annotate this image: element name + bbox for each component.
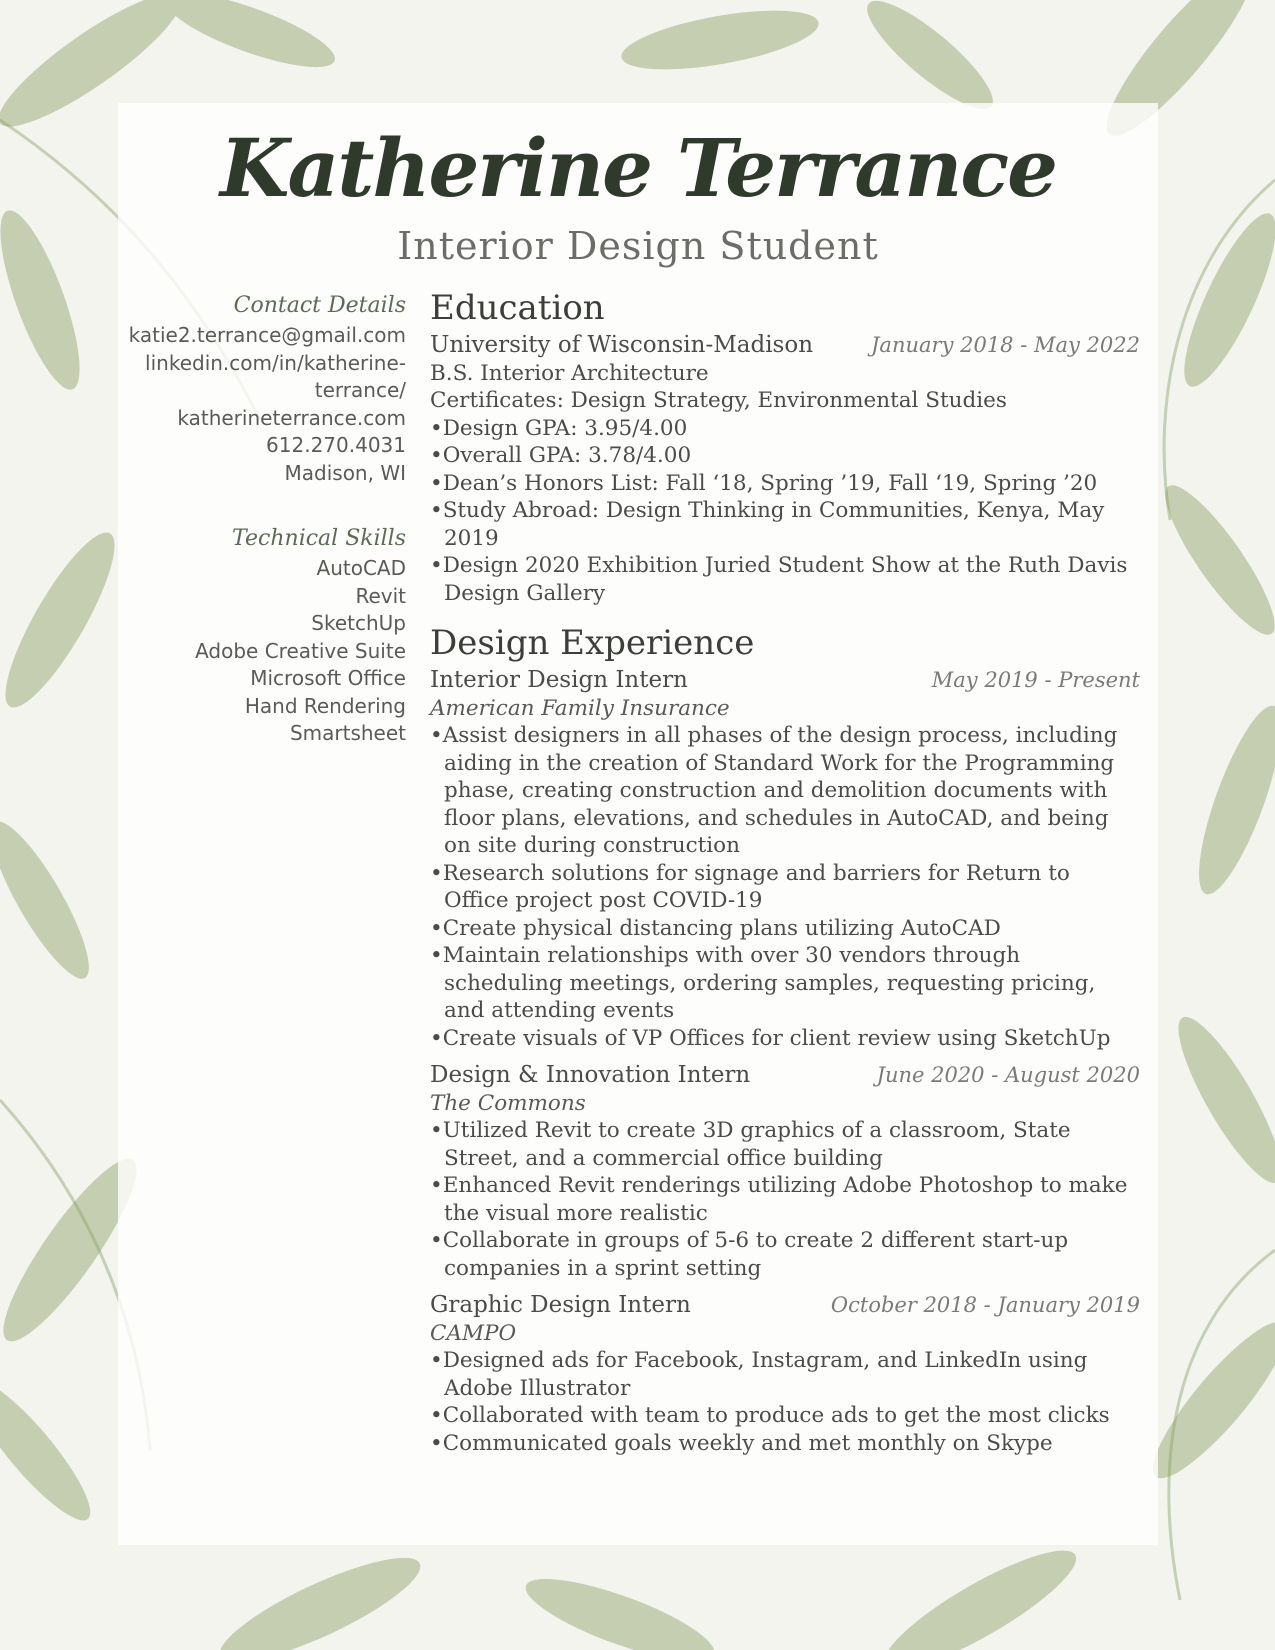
- job-dates: May 2019 - Present: [931, 668, 1140, 692]
- list-item: • Assist designers in all phases of the design process, including aiding in the creation of Standard Work for the Programming phase, creating construction and demolition documents with floor plans, elevations, and schedules in AutoCAD, and being on site during construction: [430, 722, 1140, 860]
- contact-location: Madison, WI: [284, 460, 406, 485]
- list-item: • Maintain relationships with over 30 vendors through scheduling meetings, ordering samples, requesting pricing, and attending events: [430, 942, 1140, 1025]
- education-row: [430, 332, 1140, 360]
- skill-item: AutoCAD: [316, 556, 406, 580]
- contact-phone: 612.270.4031: [266, 433, 406, 457]
- job-organization: American Family Insurance: [430, 695, 730, 721]
- list-item: • Collaborate in groups of 5-6 to create 2 different start-up companies in a sprint setting: [430, 1227, 1140, 1282]
- skill-item: Smartsheet: [289, 721, 406, 745]
- list-item: • Create physical distancing plans utilizing AutoCAD: [430, 915, 1140, 943]
- candidate-subtitle: Interior Design Student: [397, 224, 879, 268]
- candidate-name: Katherine Terrance: [220, 121, 1056, 215]
- school-name: University of Wisconsin-Madison: [430, 332, 814, 358]
- job-entry: [430, 1292, 1140, 1457]
- list-item: • Design 2020 Exhibition Juried Student Show at the Ruth Davis Design Gallery: [430, 552, 1140, 607]
- job-bullets: [430, 722, 1140, 1052]
- list-item: • Create visuals of VP Offices for client review using SketchUp: [430, 1025, 1140, 1053]
- job-entry: [430, 1062, 1140, 1282]
- skill-item: SketchUp: [311, 611, 406, 635]
- list-item: • Research solutions for signage and barriers for Return to Office project post COVID-19: [430, 860, 1140, 915]
- contact-linkedin[interactable]: linkedin.com/in/katherine-: [145, 350, 406, 375]
- skill-item: Revit: [355, 583, 406, 608]
- contact-website[interactable]: katherineterrance.com: [177, 405, 406, 430]
- job-entry: [430, 667, 1140, 1052]
- skills-heading: Technical Skills: [232, 526, 406, 551]
- job-bullets: [430, 1347, 1140, 1457]
- job-organization: CAMPO: [430, 1320, 517, 1346]
- list-item: • Communicated goals weekly and met monthly on Skype: [430, 1430, 1140, 1458]
- job-title: Graphic Design Intern: [430, 1292, 691, 1318]
- job-title: Interior Design Intern: [430, 667, 688, 693]
- education-heading: Education: [430, 288, 605, 328]
- job-bullets: [430, 1117, 1140, 1282]
- skill-item: Adobe Creative Suite: [195, 638, 406, 663]
- education-dates: January 2018 - May 2022: [871, 333, 1140, 357]
- education-bullets: [430, 415, 1140, 608]
- list-item: • Enhanced Revit renderings utilizing Adobe Photoshop to make the visual more realistic: [430, 1172, 1140, 1227]
- list-item: • Design GPA: 3.95/4.00: [430, 415, 1140, 443]
- list-item: • Dean’s Honors List: Fall ‘18, Spring ’19, Fall ‘19, Spring ’20: [430, 470, 1140, 498]
- contact-heading: Contact Details: [233, 293, 406, 318]
- contact-linkedin-cont[interactable]: terrance/: [314, 378, 406, 402]
- experience-heading: Design Experience: [430, 623, 755, 663]
- list-item: • Utilized Revit to create 3D graphics of a classroom, State Street, and a commercial office building: [430, 1117, 1140, 1172]
- list-item: • Collaborated with team to produce ads to get the most clicks: [430, 1402, 1140, 1430]
- skill-item: Microsoft Office: [250, 666, 406, 690]
- contact-email[interactable]: katie2.terrance@gmail.com: [128, 323, 406, 347]
- sidebar: [120, 292, 406, 748]
- list-item: • Designed ads for Facebook, Instagram, and LinkedIn using Adobe Illustrator: [430, 1347, 1140, 1402]
- skill-item: Hand Rendering: [244, 693, 406, 718]
- job-dates: June 2020 - August 2020: [876, 1063, 1140, 1087]
- degree: B.S. Interior Architecture: [430, 360, 709, 386]
- list-item: • Overall GPA: 3.78/4.00: [430, 442, 1140, 470]
- main-content: [430, 286, 1140, 1457]
- certificates: Certificates: Design Strategy, Environmental Studies: [430, 388, 1007, 413]
- job-dates: October 2018 - January 2019: [830, 1293, 1140, 1317]
- job-organization: The Commons: [430, 1090, 586, 1116]
- job-title: Design & Innovation Intern: [430, 1062, 751, 1088]
- list-item: • Study Abroad: Design Thinking in Communities, Kenya, May 2019: [430, 497, 1140, 552]
